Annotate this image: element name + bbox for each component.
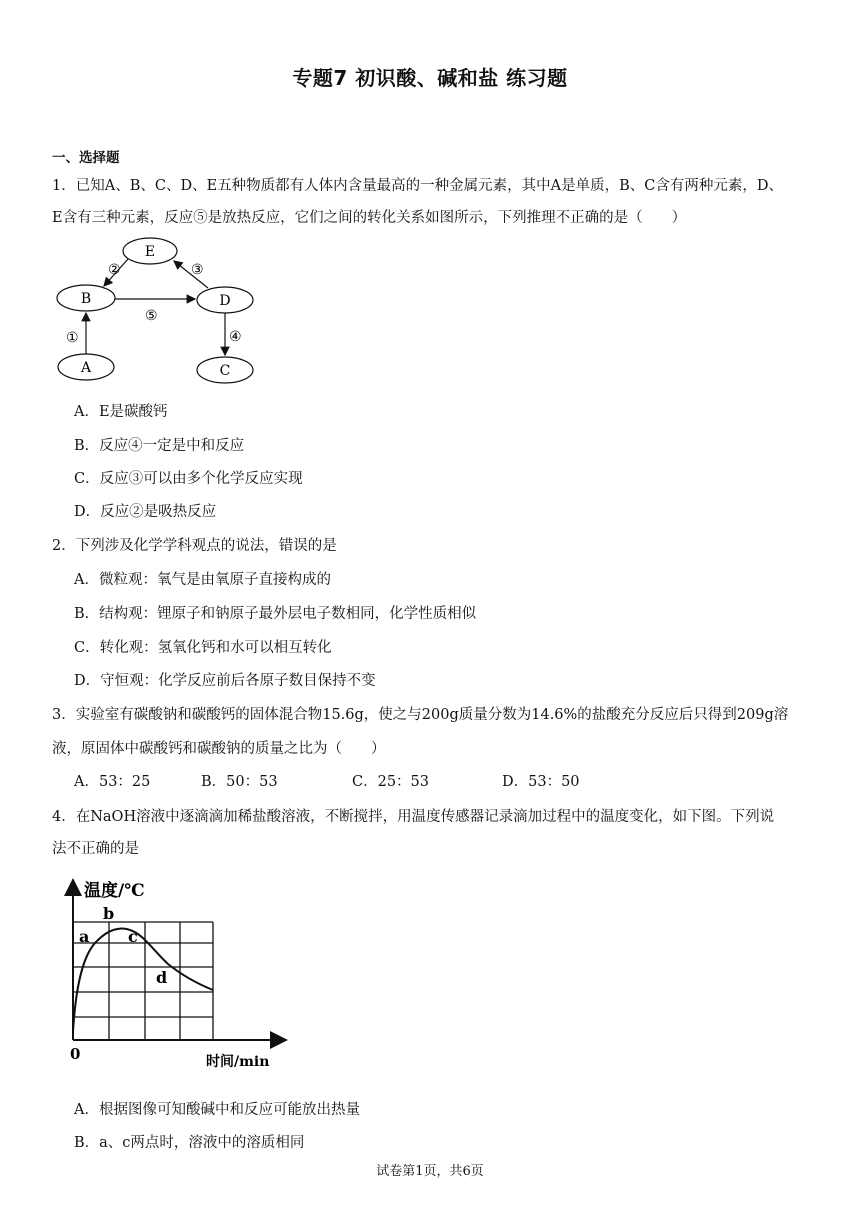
q1-option-a[interactable]: A．E是碳酸钙 xyxy=(74,404,168,420)
y-axis-label: 温度/℃ xyxy=(84,881,145,901)
node-e xyxy=(123,238,177,264)
node-b-label: B xyxy=(80,291,92,307)
point-d-label: d xyxy=(156,968,168,987)
question-3-line-2: 液，原固体中碳酸钙和碳酸钠的质量之比为（ ） xyxy=(52,741,386,757)
q3-option-c[interactable]: C．25：53 xyxy=(352,774,429,790)
node-a xyxy=(58,354,114,380)
question-2-line-1: 2．下列涉及化学学科观点的说法，错误的是 xyxy=(52,538,337,554)
question-3-line-1: 3．实验室有碳酸钠和碳酸钙的固体混合物15.6g，使之与200g质量分数为14.6%的盐酸充分反应后只得到209g溶 xyxy=(52,707,789,723)
q3-option-a[interactable]: A．53：25 xyxy=(74,774,151,790)
q2-option-a[interactable]: A．微粒观：氧气是由氧原子直接构成的 xyxy=(74,572,331,588)
reaction-diagram xyxy=(48,234,268,384)
node-c-label: C xyxy=(219,363,231,379)
section-heading: 一、选择题 xyxy=(52,150,120,166)
question-1-line-2: E含有三种元素，反应⑤是放热反应，它们之间的转化关系如图所示，下列推理不正确的是（ ） xyxy=(52,210,687,226)
q2-option-b[interactable]: B．结构观：锂原子和钠原子最外层电子数相同，化学性质相似 xyxy=(74,606,477,622)
q1-option-b[interactable]: B．反应④一定是中和反应 xyxy=(74,438,245,454)
q1-option-d[interactable]: D．反应②是吸热反应 xyxy=(74,504,217,520)
reaction-5-label: ⑤ xyxy=(145,308,158,324)
point-c-label: c xyxy=(128,927,138,946)
question-4-line-2: 法不正确的是 xyxy=(52,841,139,857)
temperature-graph xyxy=(58,872,298,1082)
q4-option-b[interactable]: B．a、c两点时，溶液中的溶质相同 xyxy=(74,1135,305,1151)
node-a-label: A xyxy=(80,360,92,376)
q4-option-a[interactable]: A．根据图像可知酸碱中和反应可能放出热量 xyxy=(74,1102,360,1118)
question-4-line-1: 4．在NaOH溶液中逐滴滴加稀盐酸溶液，不断搅拌，用温度传感器记录滴加过程中的温度变化，如下图。下列说 xyxy=(52,809,775,825)
question-1-line-1: 1．已知A、B、C、D、E五种物质都有人体内含量最高的一种金属元素，其中A是单质，B、C含有两种元素，D、 xyxy=(52,178,783,194)
q1-option-c[interactable]: C．反应③可以由多个化学反应实现 xyxy=(74,471,303,487)
q2-option-c[interactable]: C．转化观：氢氧化钙和水可以相互转化 xyxy=(74,640,332,656)
reaction-2-label: ② xyxy=(108,262,121,278)
page-title: 专题7 初识酸、碱和盐 练习题 xyxy=(292,66,568,90)
q2-option-d[interactable]: D．守恒观：化学反应前后各原子数目保持不变 xyxy=(74,673,376,689)
point-a-label: a xyxy=(79,927,90,946)
point-b-label: b xyxy=(103,904,115,923)
q3-options-row xyxy=(74,770,774,790)
reaction-3-label: ③ xyxy=(191,262,204,278)
origin-label: 0 xyxy=(70,1045,81,1063)
node-e-label: E xyxy=(144,244,156,260)
node-b xyxy=(57,285,115,311)
node-d-label: D xyxy=(219,293,231,309)
x-axis-label: 时间/min xyxy=(206,1054,270,1070)
q3-option-d[interactable]: D．53：50 xyxy=(502,774,580,790)
node-d xyxy=(197,287,253,313)
reaction-4-label: ④ xyxy=(229,329,242,345)
reaction-1-label: ① xyxy=(66,330,79,346)
node-c xyxy=(197,357,253,383)
q3-option-b[interactable]: B．50：53 xyxy=(201,774,278,790)
page-footer: 试卷第1页，共6页 xyxy=(376,1164,484,1179)
